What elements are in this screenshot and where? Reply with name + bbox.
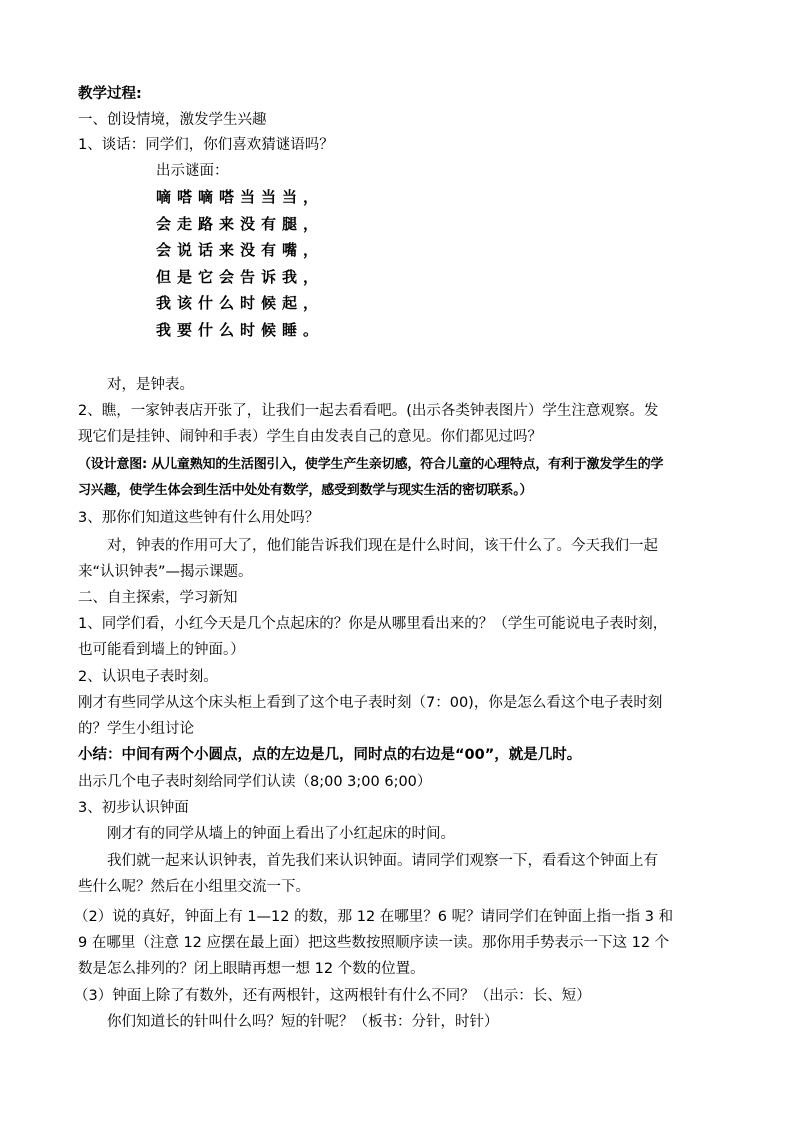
riddle-title: 出示谜面： — [156, 163, 229, 179]
section-2-item-1-cont: 也可能看到墙上的钟面。） — [78, 642, 245, 658]
show-times: 出示几个电子表时刻给同学们认读（8;00 3;00 6;00） — [78, 774, 432, 790]
section-2-item-3-q2-cont: 9 在哪里（注意 12 应摆在最上面）把这些数按照顺序读一读。那你用手势表示一下这 12 个 — [78, 935, 670, 951]
section-2-item-2-text-cont: 的？学生小组讨论 — [78, 721, 194, 737]
riddle-line: 会走路来没有腿， — [156, 215, 325, 233]
section-2-item-2: 2、认识电子表时刻。 — [78, 669, 218, 685]
section-2-item-3: 3、初步认识钟面 — [78, 800, 189, 816]
section-2-item-2-text: 刚才有些同学从这个床头柜上看到了这个电子表时刻（7：00)，你是怎么看这个电子表时刻 — [78, 695, 663, 711]
section-1-item-3-answer: 对，钟表的作用可大了，他们能告诉我们现在是什么时间，该干什么了。今天我们一起 — [107, 538, 658, 554]
section-2-item-3-q2: （2）说的真好，钟面上有 1—12 的数，那 12 在哪里？6 呢？请同学们在钟面上指一指 3 和 — [74, 909, 674, 925]
section-2-item-3-p2: 我们就一起来认识钟表，首先我们来认识钟面。请同学们观察一下，看看这个钟面上有 — [107, 853, 658, 869]
section-2-title: 二、自主探索，学习新知 — [78, 590, 238, 606]
riddle-line: 会说话来没有嘴， — [156, 241, 325, 259]
section-2-item-3-q3: （3）钟面上除了有数外，还有两根针，这两根针有什么不同？（出示：长、短） — [74, 988, 591, 1004]
section-2-item-1: 1、同学们看，小红今天是几个点起床的？你是从哪里看出来的？（学生可能说电子表时刻， — [78, 616, 668, 632]
section-2-item-3-q2-cont2: 数是怎么排列的？闭上眼睛再想一想 12 个数的位置。 — [78, 961, 425, 977]
riddle-answer: 对，是钟表。 — [107, 377, 194, 393]
section-1-item-3-answer-cont: 来“认识钟表”—揭示课题。 — [78, 564, 253, 580]
section-2-item-3-q3-answer: 你们知道长的针叫什么吗？短的针呢？（板书：分针，时针） — [107, 1014, 499, 1030]
riddle-line: 嘀嗒嘀嗒当当当， — [156, 188, 325, 206]
section-1-title: 一、创设情境，激发学生兴趣 — [78, 112, 267, 128]
heading: 教学过程: — [78, 86, 142, 102]
summary: 小结：中间有两个小圆点，点的左边是几，同时点的右边是“00”，就是几时。 — [78, 747, 582, 763]
section-1-item-3: 3、那你们知道这些钟有什么用处吗？ — [78, 510, 320, 526]
section-2-item-3-p2-cont: 些什么呢？然后在小组里交流一下。 — [78, 879, 310, 895]
design-intent-cont: 习兴趣，使学生体会到生活中处处有数学，感受到数学与现实生活的密切联系。） — [78, 483, 533, 498]
design-intent: （设计意图: 从儿童熟知的生活图引入，使学生产生亲切感，符合儿童的心理特点，有利于激发学生的学 — [78, 457, 664, 472]
riddle-line: 我要什么时候睡。 — [156, 321, 325, 339]
riddle-line: 我该什么时候起， — [156, 294, 325, 312]
section-1-item-2-cont: 现它们是挂钟、闹钟和手表）学生自由发表自己的意见。你们都见过吗？ — [78, 429, 542, 445]
section-2-item-3-p1: 刚才有的同学从墙上的钟面上看出了小红起床的时间。 — [107, 826, 455, 842]
riddle-line: 但是它会告诉我， — [156, 268, 325, 286]
section-1-item-2: 2、瞧，一家钟表店开张了，让我们一起去看看吧。(出示各类钟表图片）学生注意观察。发 — [78, 403, 659, 419]
section-1-item-1: 1、谈话：同学们，你们喜欢猜谜语吗？ — [78, 137, 334, 153]
